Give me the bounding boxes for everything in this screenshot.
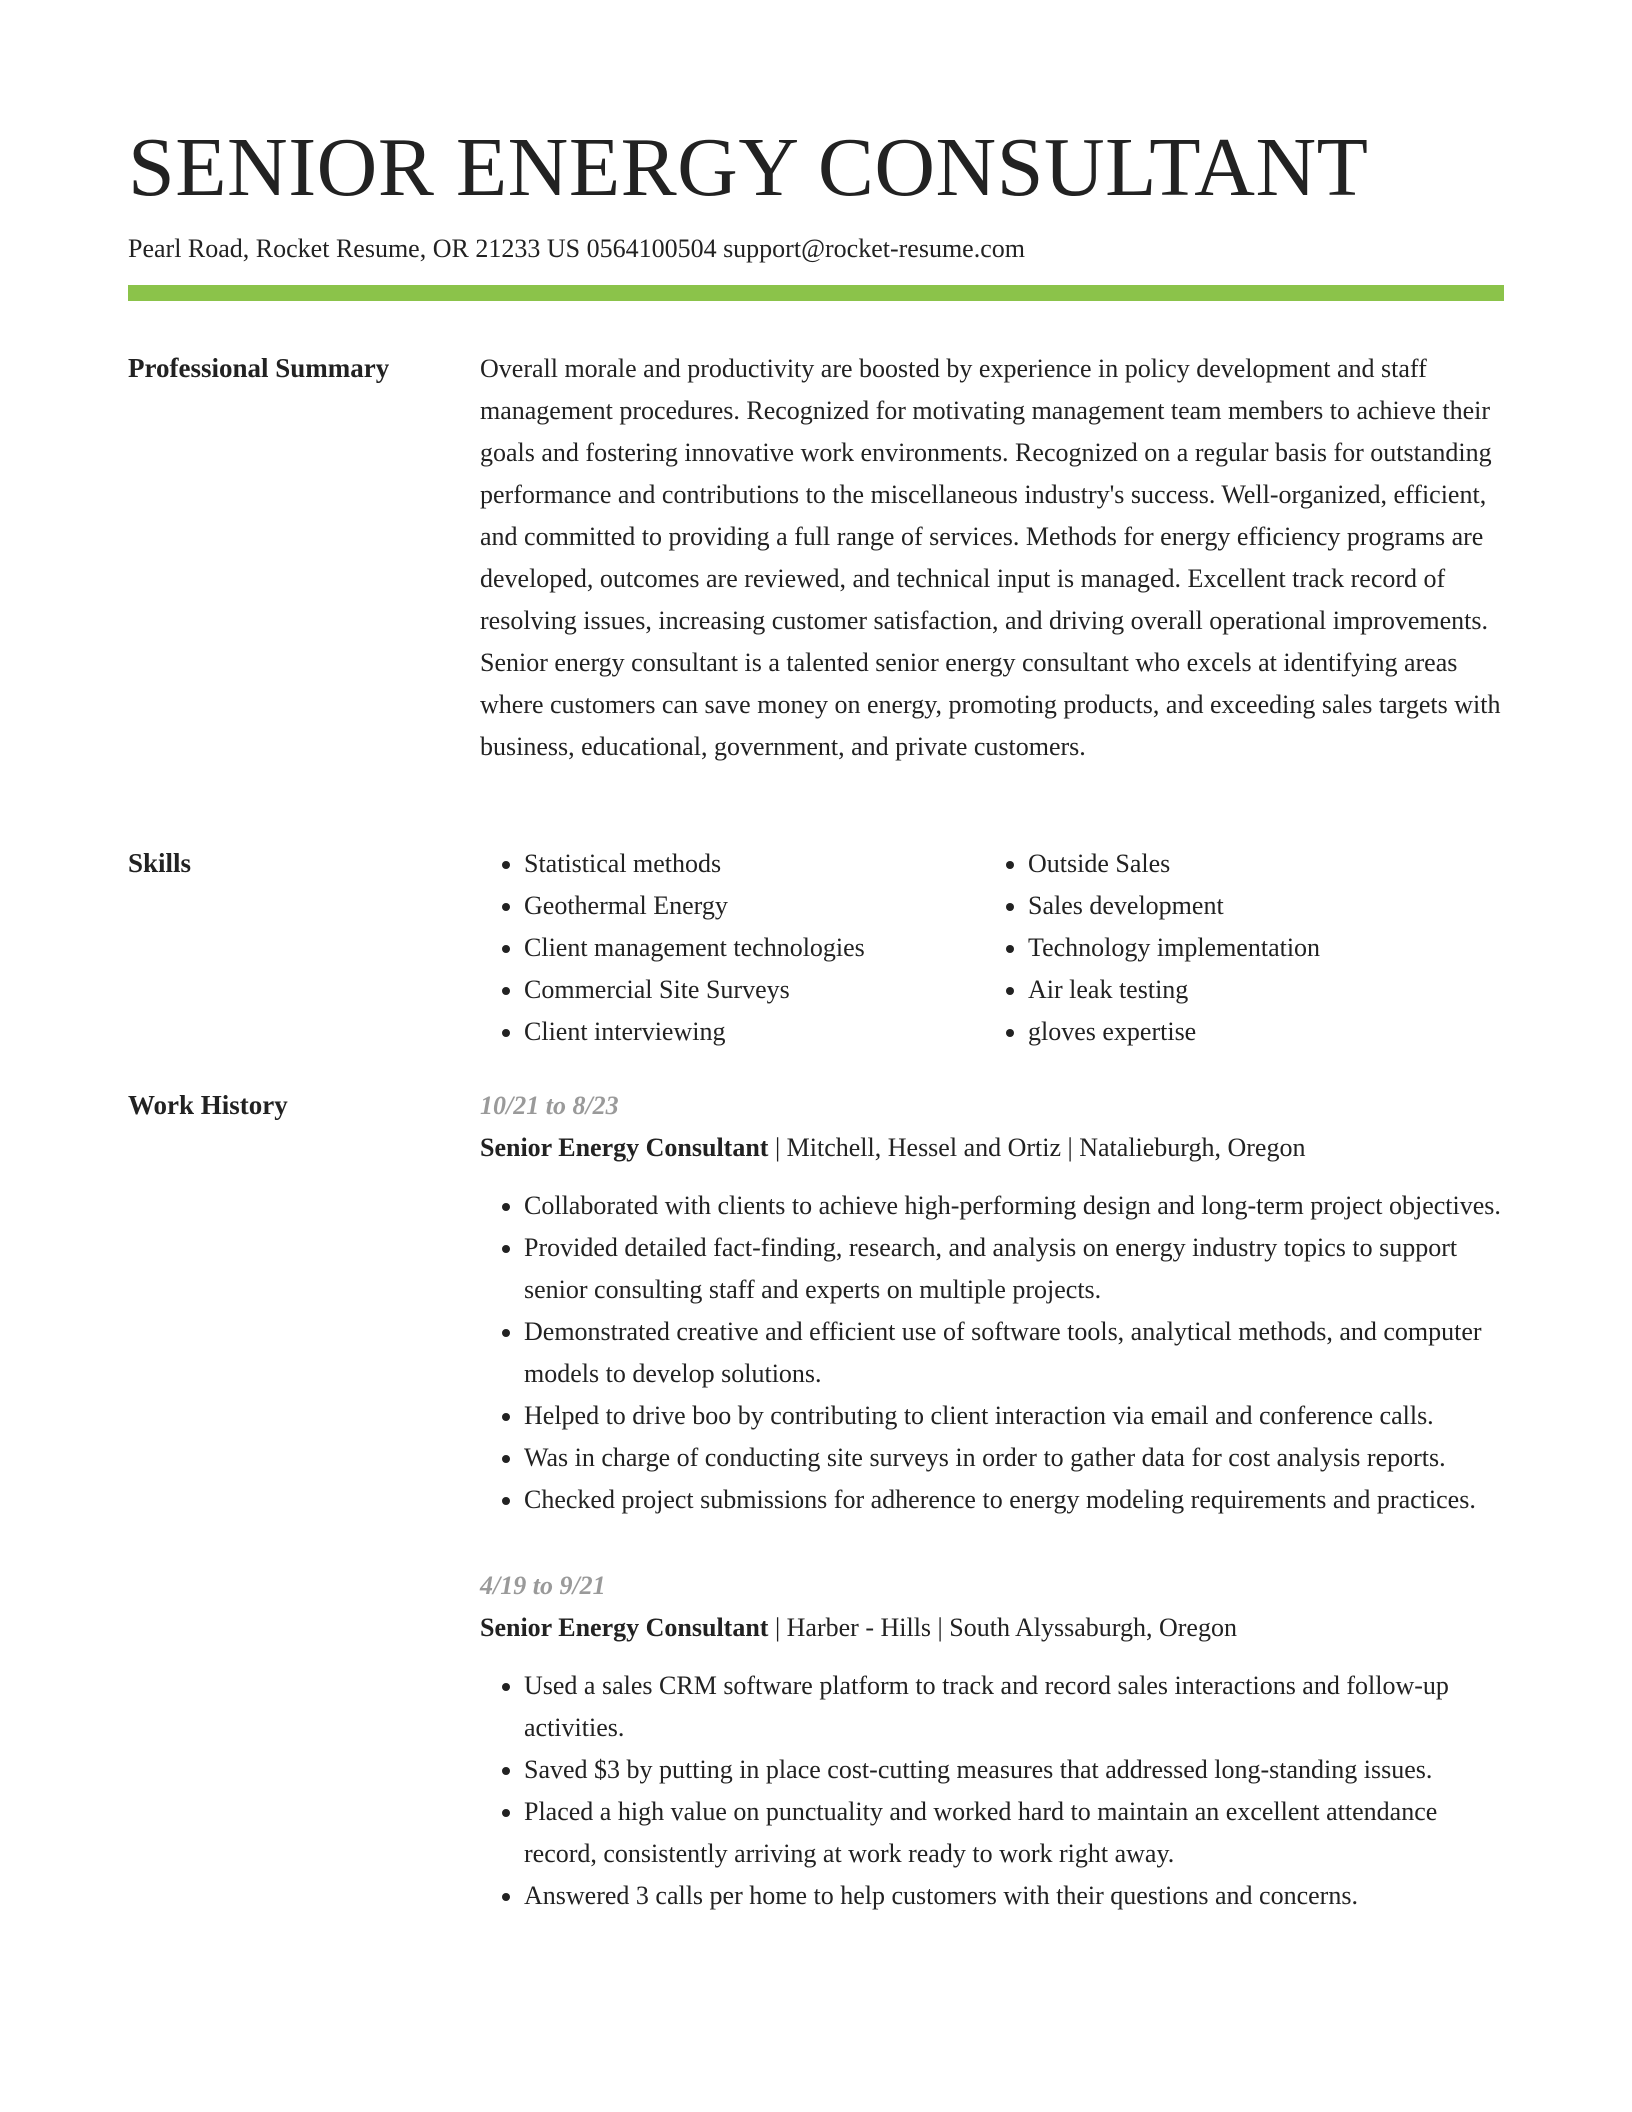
skills-list xyxy=(480,843,1504,1053)
skill-item: • Commercial Site Surveys xyxy=(524,969,984,1011)
summary-section xyxy=(480,348,1504,768)
header-divider xyxy=(128,285,1504,301)
job-bullet: • Provided detailed fact-finding, research, and analysis on energy industry topics to support senior consulting staff and experts on multiple projects. xyxy=(524,1227,1504,1311)
resume-page xyxy=(128,0,1504,2112)
job-bullet: • Placed a high value on punctuality and worked hard to maintain an excellent attendance record, consistently arriving at work ready to work right away. xyxy=(524,1791,1504,1875)
job-bullet: • Was in charge of conducting site surveys in order to gather data for cost analysis reports. xyxy=(524,1437,1504,1479)
job-bullet: • Saved $3 by putting in place cost-cutting measures that addressed long-standing issues. xyxy=(524,1749,1504,1791)
job-dates: 10/21 to 8/23 xyxy=(480,1091,619,1120)
job-details: | Harber - Hills | South Alyssaburgh, Oregon xyxy=(768,1613,1237,1642)
skills-column-right xyxy=(984,843,1320,1053)
skills-section xyxy=(480,843,1504,1053)
skill-item: • Technology implementation xyxy=(1028,927,1320,969)
skill-item: • Geothermal Energy xyxy=(524,885,984,927)
work-history-section xyxy=(480,1085,1504,1961)
summary-heading: Professional Summary xyxy=(128,353,390,383)
job-bullet: • Collaborated with clients to achieve high-performing design and long-term project objectives. xyxy=(524,1185,1504,1227)
skill-item: • Client management technologies xyxy=(524,927,984,969)
skill-item: • Statistical methods xyxy=(524,843,984,885)
job-bullets xyxy=(480,1665,1504,1917)
job-title-line xyxy=(480,1127,1504,1169)
job-title-line xyxy=(480,1607,1504,1649)
skill-item: • Outside Sales xyxy=(1028,843,1320,885)
contact-line: Pearl Road, Rocket Resume, OR 21233 US 0564100504 support@rocket-resume.com xyxy=(128,234,1025,263)
job-bullet: • Helped to drive boo by contributing to client interaction via email and conference calls. xyxy=(524,1395,1504,1437)
work-history-heading: Work History xyxy=(128,1090,288,1120)
job-bullet: • Checked project submissions for adherence to energy modeling requirements and practices. xyxy=(524,1479,1504,1521)
skill-item: • gloves expertise xyxy=(1028,1011,1320,1053)
skills-heading: Skills xyxy=(128,848,192,878)
skill-item: • Client interviewing xyxy=(524,1011,984,1053)
skill-item: • Air leak testing xyxy=(1028,969,1320,1011)
skills-column-left xyxy=(480,843,984,1053)
summary-text: Overall morale and productivity are boosted by experience in policy development and staff management procedures. Recognized for motivating management team members to achieve their goals and fostering innovative work environments. Recognized on a regular basis for outstanding performance and contributions to the miscellaneous industry's success. Well-organized, efficient, and committed to providing a full range of services. Methods for energy efficiency programs are developed, outcomes are reviewed, and technical input is managed. Excellent track record of resolving issues, increasing customer satisfaction, and driving overall operational improvements. Senior energy consultant is a talented senior energy consultant who excels at identifying areas where customers can save money on energy, promoting products, and exceeding sales targets with business, educational, government, and private customers. xyxy=(480,354,1501,761)
job-bullet: • Answered 3 calls per home to help customers with their questions and concerns. xyxy=(524,1875,1504,1917)
job-entry xyxy=(480,1085,1504,1521)
job-bullets xyxy=(480,1185,1504,1521)
job-entry xyxy=(480,1565,1504,1917)
page-title: SENIOR ENERGY CONSULTANT xyxy=(128,121,1369,214)
job-details: | Mitchell, Hessel and Ortiz | Natalieburgh, Oregon xyxy=(768,1133,1306,1162)
job-role: Senior Energy Consultant xyxy=(480,1613,769,1642)
skill-item: • Sales development xyxy=(1028,885,1320,927)
job-bullet: • Used a sales CRM software platform to track and record sales interactions and follow-up activities. xyxy=(524,1665,1504,1749)
job-role: Senior Energy Consultant xyxy=(480,1133,769,1162)
job-bullet: • Demonstrated creative and efficient use of software tools, analytical methods, and computer models to develop solutions. xyxy=(524,1311,1504,1395)
job-dates: 4/19 to 9/21 xyxy=(480,1571,606,1600)
